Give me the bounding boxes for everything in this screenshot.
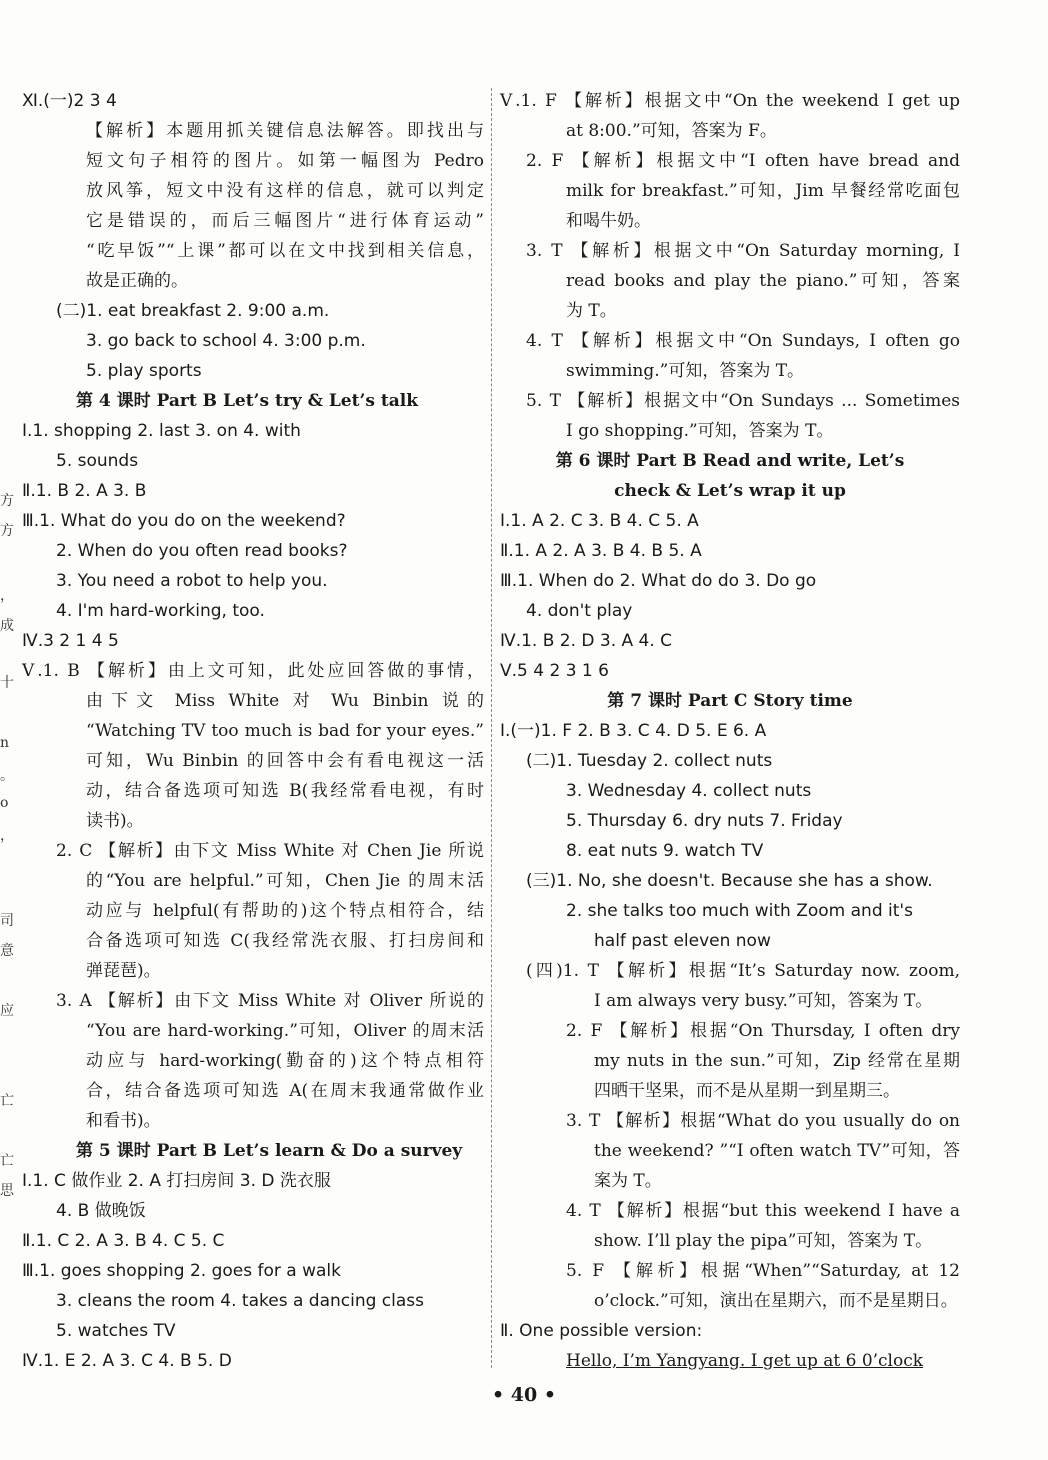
left-line: Ⅺ.(一)2 3 4 xyxy=(22,91,117,111)
left-line: 读书)。 xyxy=(86,811,144,831)
right-line: Ⅱ. One possible version: xyxy=(500,1321,703,1341)
right-line: half past eleven now xyxy=(594,931,771,951)
left-line: Ⅲ.1. goes shopping 2. goes for a walk xyxy=(22,1261,341,1281)
left-line: “吃早饭”“上课”都可以在文中找到相关信息， xyxy=(86,241,484,261)
left-line: 动应与 helpful(有帮助的)这个特点相符合，结 xyxy=(86,901,484,921)
left-line: 动应与 hard-working(勤奋的)这个特点相符 xyxy=(86,1051,484,1071)
right-line: my nuts in the sun.”可知，Zip 经常在星期 xyxy=(594,1051,960,1071)
right-line: 案为 T。 xyxy=(594,1171,662,1191)
right-line: 第 6 课时 Part B Read and write, Let’s xyxy=(555,451,905,471)
left-line: 弹琵琶)。 xyxy=(86,961,161,981)
left-line: Ⅴ.1. B 【解析】由上文可知，此处应回答做的事情， xyxy=(22,661,484,681)
left-line: 4. I'm hard-working, too. xyxy=(56,601,265,621)
margin-fragment: 方 xyxy=(0,493,14,509)
left-line: 3. You need a robot to help you. xyxy=(56,571,328,591)
right-line: check & Let’s wrap it up xyxy=(614,481,846,501)
right-line: (三)1. No, she doesn't. Because she has a show. xyxy=(526,871,933,891)
right-line: Ⅳ.1. B 2. D 3. A 4. C xyxy=(500,631,673,651)
right-line: 3. T 【解析】根据文中“On Saturday morning, I xyxy=(526,241,960,261)
margin-fragment: 思 xyxy=(0,1183,14,1199)
right-line: read books and play the piano.”可知，答案 xyxy=(566,271,960,291)
column-divider xyxy=(491,88,492,1368)
right-line: 4. don't play xyxy=(526,601,633,621)
right-line: Ⅰ.(一)1. F 2. B 3. C 4. D 5. E 6. A xyxy=(500,721,767,741)
left-line: Ⅲ.1. What do you do on the weekend? xyxy=(22,511,346,531)
right-line: (二)1. Tuesday 2. collect nuts xyxy=(526,751,773,771)
right-line: I am always very busy.”可知，答案为 T。 xyxy=(594,991,933,1011)
left-line: Ⅳ.1. E 2. A 3. C 4. B 5. D xyxy=(22,1351,232,1371)
right-line: Ⅰ.1. A 2. C 3. B 4. C 5. A xyxy=(500,511,699,531)
right-line: Hello, I’m Yangyang. I get up at 6 0’clock xyxy=(566,1351,924,1371)
right-line: 5. T 【解析】根据文中“On Sundays ... Sometimes xyxy=(526,391,960,411)
margin-fragment: 应 xyxy=(0,1003,14,1019)
right-line: show. I’ll play the pipa”可知，答案为 T。 xyxy=(594,1231,933,1251)
left-line: 合备选项可知选 C(我经常洗衣服、打扫房间和 xyxy=(86,931,484,951)
right-line: 5. F 【解析】根据“When”“Saturday, at 12 xyxy=(566,1261,960,1281)
left-line: 第 4 课时 Part B Let’s try & Let’s talk xyxy=(76,391,418,411)
left-column xyxy=(22,86,484,1376)
margin-fragment: 亡 xyxy=(0,1153,14,1169)
margin-fragment: o xyxy=(0,795,9,811)
left-line: 2. C 【解析】由下文 Miss White 对 Chen Jie 所说 xyxy=(56,841,484,861)
left-line: 3. A 【解析】由下文 Miss White 对 Oliver 所说的 xyxy=(56,991,484,1011)
right-line: 和喝牛奶。 xyxy=(566,211,651,231)
page-number: • 40 • xyxy=(492,1384,556,1406)
right-line: 2. F 【解析】根据文中“I often have bread and xyxy=(526,151,960,171)
left-line: 5. watches TV xyxy=(56,1321,176,1341)
left-line: Ⅱ.1. C 2. A 3. B 4. C 5. C xyxy=(22,1231,225,1251)
left-line: 短文句子相符的图片。如第一幅图为 Pedro xyxy=(86,151,484,171)
margin-fragment: 成 xyxy=(0,618,14,634)
left-line: 放风筝，短文中没有这样的信息，就可以判定 xyxy=(86,181,484,201)
right-line: 4. T 【解析】根据文中“On Sundays, I often go xyxy=(526,331,960,351)
right-line: milk for breakfast.”可知，Jim 早餐经常吃面包 xyxy=(566,181,960,201)
right-line: 4. T 【解析】根据“but this weekend I have a xyxy=(566,1201,960,1221)
left-line: Ⅳ.3 2 1 4 5 xyxy=(22,631,119,651)
left-line: Ⅰ.1. shopping 2. last 3. on 4. with xyxy=(22,421,301,441)
left-line: 可知，Wu Binbin 的回答中会有看电视这一活 xyxy=(86,751,484,771)
left-line: 4. B 做晚饭 xyxy=(56,1201,146,1221)
left-line: 由下文 Miss White 对 Wu Binbin 说的 xyxy=(86,691,484,711)
right-line: at 8:00.”可知，答案为 F。 xyxy=(566,121,777,141)
left-line: 5. play sports xyxy=(86,361,202,381)
right-line: 为 T。 xyxy=(566,301,617,321)
margin-fragment: 亡 xyxy=(0,1093,14,1109)
left-line: 第 5 课时 Part B Let’s learn & Do a survey xyxy=(76,1141,463,1161)
right-line: I go shopping.”可知，答案为 T。 xyxy=(566,421,834,441)
margin-fragment: 司 xyxy=(0,913,14,929)
right-column xyxy=(500,86,960,1376)
left-line: Ⅰ.1. C 做作业 2. A 打扫房间 3. D 洗衣服 xyxy=(22,1171,331,1191)
right-line: 第 7 课时 Part C Story time xyxy=(607,691,853,711)
left-line: 【解析】本题用抓关键信息法解答。即找出与 xyxy=(86,121,484,141)
left-line: 5. sounds xyxy=(56,451,139,471)
right-line: 2. F 【解析】根据“On Thursday, I often dry xyxy=(566,1021,960,1041)
right-line: Ⅲ.1. When do 2. What do do 3. Do go xyxy=(500,571,817,591)
right-line: swimming.”可知，答案为 T。 xyxy=(566,361,805,381)
right-line: Ⅴ.1. F 【解析】根据文中“On the weekend I get up xyxy=(500,91,960,111)
right-line: 5. Thursday 6. dry nuts 7. Friday xyxy=(566,811,843,831)
left-line: (二)1. eat breakfast 2. 9:00 a.m. xyxy=(56,301,330,321)
right-line: 8. eat nuts 9. watch TV xyxy=(566,841,764,861)
margin-fragment: 意 xyxy=(0,943,14,959)
left-line: 和看书)。 xyxy=(86,1111,161,1131)
left-line: 它是错误的，而后三幅图片“进行体育运动” xyxy=(86,211,484,231)
left-line: “You are hard-working.”可知，Oliver 的周末活 xyxy=(86,1021,484,1041)
left-line: 合，结合备选项可知选 A(在周末我通常做作业 xyxy=(86,1081,484,1101)
right-line: 四晒干坚果，而不是从星期一到星期三。 xyxy=(594,1081,900,1101)
margin-fragment: ， xyxy=(0,588,14,604)
right-line: 3. T 【解析】根据“What do you usually do on xyxy=(566,1111,960,1131)
margin-fragment: 。 xyxy=(0,768,14,784)
right-line: 3. Wednesday 4. collect nuts xyxy=(566,781,812,801)
margin-fragment: n xyxy=(0,735,10,751)
margin-fragment: ， xyxy=(0,828,14,844)
right-line: 2. she talks too much with Zoom and it's xyxy=(566,901,913,921)
left-line: “Watching TV too much is bad for your eyes.” xyxy=(86,721,484,741)
right-line: (四)1. T 【解析】根据“It’s Saturday now. zoom, xyxy=(526,961,960,981)
right-line: o’clock.”可知，演出在星期六，而不是星期日。 xyxy=(594,1291,958,1311)
right-line: the weekend? ”“I often watch TV”可知，答 xyxy=(594,1141,960,1161)
right-line: Ⅱ.1. A 2. A 3. B 4. B 5. A xyxy=(500,541,702,561)
left-line: 3. cleans the room 4. takes a dancing class xyxy=(56,1291,424,1311)
margin-fragment: 方 xyxy=(0,523,14,539)
left-line: 2. When do you often read books? xyxy=(56,541,348,561)
margin-fragment: 十 xyxy=(0,675,14,691)
left-line: 3. go back to school 4. 3:00 p.m. xyxy=(86,331,366,351)
left-line: 故是正确的。 xyxy=(86,271,188,291)
left-line: 动，结合备选项可知选 B(我经常看电视，有时 xyxy=(86,781,484,801)
right-line: Ⅴ.5 4 2 3 1 6 xyxy=(500,661,609,681)
left-line: 的“You are helpful.”可知，Chen Jie 的周末活 xyxy=(86,871,484,891)
left-line: Ⅱ.1. B 2. A 3. B xyxy=(22,481,147,501)
